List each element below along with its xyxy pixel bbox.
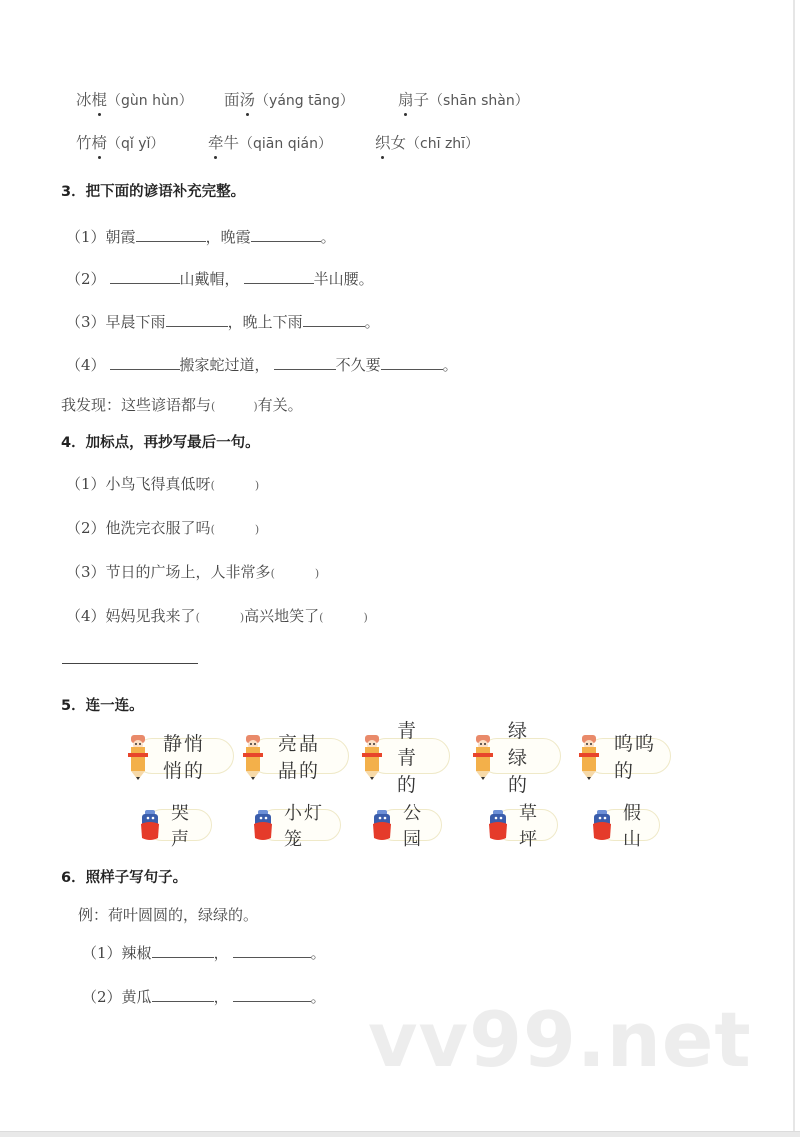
punctuation-item-3 [66,561,319,582]
answer-blank[interactable] [166,313,228,327]
match-card-top-3[interactable] [368,719,450,796]
marked-char: 织 [375,131,391,153]
answer-blank[interactable] [303,313,365,327]
card-label: 草坪 [519,803,539,850]
marked-char: 汤 [240,88,256,110]
item-number: （4） [66,356,106,374]
answer-blank[interactable] [152,988,214,1002]
pinyin-item-6 [375,131,479,153]
pinyin-options[interactable]: （gùn hùn） [107,93,193,109]
pinyin-options[interactable]: （qǐ yǐ） [107,136,165,152]
pinyin-options[interactable]: （chī zhī） [406,136,480,152]
section-4-heading: 4．加标点，再抄写最后一句。 [61,435,260,451]
match-card-bottom-4[interactable] [494,803,558,850]
paren-open: ( [210,523,215,536]
item-text: 不久要 [335,356,381,374]
answer-blank[interactable] [244,270,314,284]
word-text: 面 [224,91,240,109]
eraser-icon [591,808,613,842]
item-text: ，晚霞 [205,228,251,246]
word-text: 牛 [223,134,240,152]
finding-prefix: 我发现：这些谚语都与 [61,396,212,414]
sentence-item-1 [82,942,326,963]
section-6-heading: 6．照样子写句子。 [61,870,188,886]
match-card-top-1[interactable] [134,733,234,782]
paren-open: ( [195,611,200,624]
word-text: 女 [390,134,407,152]
paren-close: ) [254,479,260,492]
match-card-top-5[interactable] [585,733,671,782]
paren-open: ( [319,611,324,624]
word-text: 冰 [76,91,92,109]
example-sentence: 例：荷叶圆圆的，绿绿的。 [78,906,259,924]
section-5-heading: 5．连一连。 [61,698,144,714]
paren-close: ) [253,400,258,413]
item-number: （1） [82,944,122,962]
item-text: 。 [364,313,380,331]
proverb-finding [61,394,303,415]
item-text: 节日的广场上，人非常多 [105,563,271,581]
match-card-bottom-1[interactable] [146,803,212,850]
pinyin-item-2 [224,88,354,110]
match-card-bottom-3[interactable] [378,803,442,850]
match-card-top-4[interactable] [479,719,561,796]
finding-suffix: 有关。 [257,396,303,414]
pencil-icon [578,733,600,781]
paren-open: ( [211,400,216,413]
answer-blank[interactable] [136,228,206,242]
pinyin-options[interactable]: （yáng tāng） [255,93,354,109]
item-number: （3） [66,563,106,581]
item-text: 早晨下雨 [105,313,166,331]
match-card-bottom-2[interactable] [259,803,341,850]
item-number: （2） [82,988,122,1006]
proverb-item-3 [66,311,380,332]
item-text: 他洗完衣服了吗 [105,519,211,537]
item-text: ，晚上下雨 [227,313,303,331]
section-3-heading: 3．把下面的谚语补充完整。 [61,184,246,200]
item-text: 半山腰。 [313,270,374,288]
card-label: 小灯笼 [284,803,324,850]
word-text: 子 [413,91,430,109]
proverb-item-2 [66,268,374,289]
pinyin-options[interactable]: （shān shàn） [429,93,529,109]
card-label: 哭声 [171,803,191,850]
item-text: 辣椒 [121,944,152,962]
marked-char: 扇 [398,88,414,110]
item-number: （4） [66,607,106,625]
pencil-icon [472,733,494,781]
item-number: （1） [66,475,106,493]
punctuation-item-1 [66,473,259,494]
answer-blank[interactable] [381,356,443,370]
punctuation-item-2 [66,517,259,538]
item-text: 搬家蛇过道， [179,356,270,374]
punctuation-item-4 [66,605,368,626]
item-text: 。 [442,356,458,374]
answer-blank[interactable] [233,988,311,1002]
proverb-item-1 [66,226,336,247]
item-text: 。 [320,228,336,246]
pencil-icon [127,733,149,781]
card-label: 公园 [403,803,423,850]
pencil-icon [361,733,383,781]
marked-char: 牵 [208,131,224,153]
eraser-icon [487,808,509,842]
paren-open: ( [270,567,275,580]
item-text: ， [213,988,229,1006]
watermark: vv99.net [368,995,752,1084]
paren-close: ) [363,611,368,624]
card-label: 亮晶晶的 [278,733,321,782]
paren-close: ) [314,567,320,580]
pinyin-options[interactable]: （qiān qián） [239,136,332,152]
card-label: 静悄悄的 [163,733,206,782]
answer-blank[interactable] [274,356,336,370]
proverb-item-4 [66,354,458,375]
paren-close: ) [254,523,260,536]
item-number: （2） [66,519,106,537]
pinyin-item-1 [76,88,193,110]
item-number: （2） [66,270,106,288]
marked-char: 棍 [92,88,108,110]
pinyin-item-5 [208,131,332,153]
pinyin-item-4 [76,131,164,153]
card-label: 青青的 [397,719,419,796]
sentence-item-2 [82,986,326,1007]
item-text: 。 [310,944,326,962]
answer-blank[interactable] [110,356,180,370]
card-label: 绿绿的 [508,719,530,796]
item-text: 小鸟飞得真低呀 [105,475,211,493]
item-text: 妈妈见我来了 [105,607,196,625]
item-number: （3） [66,313,106,331]
copy-answer-line[interactable] [62,663,198,664]
pinyin-item-3 [398,88,529,110]
item-text: ， [213,944,229,962]
answer-blank[interactable] [110,270,180,284]
item-text: 黄瓜 [121,988,152,1006]
page-bottom-edge [0,1131,800,1137]
answer-blank[interactable] [251,228,321,242]
item-number: （1） [66,228,106,246]
marked-char: 椅 [92,131,108,153]
word-text: 竹 [76,134,92,152]
match-card-bottom-5[interactable] [598,803,660,850]
pencil-icon [242,733,264,781]
card-label: 假山 [623,803,643,850]
match-card-top-2[interactable] [249,733,349,782]
item-text: 山戴帽， [179,270,240,288]
paren-open: ( [210,479,215,492]
item-text: 朝霞 [105,228,136,246]
eraser-icon [252,808,274,842]
answer-blank[interactable] [233,944,311,958]
item-text: 。 [310,988,326,1006]
card-label: 呜呜的 [614,733,657,782]
eraser-icon [139,808,161,842]
item-text: 高兴地笑了 [244,607,320,625]
answer-blank[interactable] [152,944,214,958]
eraser-icon [371,808,393,842]
paren-close: ) [239,611,245,624]
